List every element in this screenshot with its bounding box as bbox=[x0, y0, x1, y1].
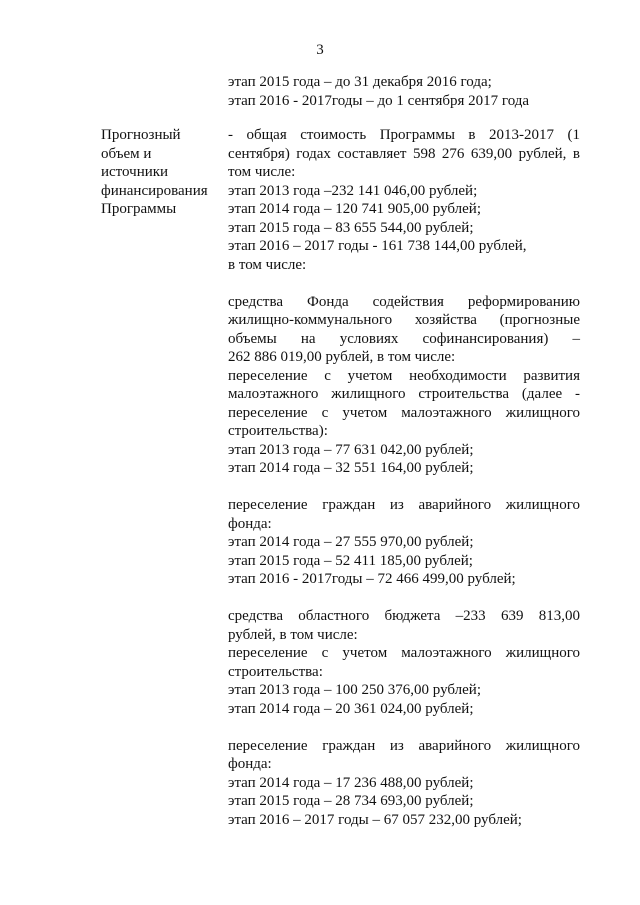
regional-emergency-block bbox=[228, 737, 580, 830]
text-line: малоэтажного жилищного строительства (далее - bbox=[228, 386, 580, 402]
text-line: этап 2015 года – 83 655 544,00 рублей; bbox=[228, 219, 474, 236]
text-line: этап 2014 года – 27 555 970,00 рублей; bbox=[228, 534, 474, 550]
label-line: Программы bbox=[101, 201, 177, 217]
text-line: этап 2015 года – 52 411 185,00 рублей; bbox=[228, 552, 473, 569]
text-line: переселение с учетом малоэтажного жилищного bbox=[228, 404, 580, 421]
label-line: объем и bbox=[101, 145, 152, 162]
text-line: том числе: bbox=[228, 164, 296, 180]
total-cost-block bbox=[228, 126, 580, 274]
text-line: этап 2014 года – 20 361 024,00 рублей; bbox=[228, 700, 474, 717]
text-line: объемы на условиях софинансирования) – bbox=[228, 330, 580, 347]
label-line: финансирования bbox=[101, 182, 208, 199]
text-line: рублей, в том числе: bbox=[228, 626, 358, 643]
text-line: этап 2016 - 2017годы – 72 466 499,00 рублей; bbox=[228, 571, 516, 587]
text-line: 262 886 019,00 рублей, в том числе: bbox=[228, 349, 456, 365]
text-line: этап 2013 года –232 141 046,00 рублей; bbox=[228, 182, 478, 199]
page-number: 3 bbox=[316, 42, 324, 58]
text-line: средства Фонда содействия реформированию bbox=[228, 293, 580, 310]
paragraph-gap bbox=[228, 274, 580, 293]
text-line: переселение с учетом необходимости развития bbox=[228, 367, 580, 384]
section-label bbox=[101, 126, 223, 219]
text-line: этап 2016 – 2017 годы - 161 738 144,00 рублей, bbox=[228, 238, 527, 254]
text-line: этап 2013 года – 77 631 042,00 рублей; bbox=[228, 441, 474, 458]
text-line: в том числе: bbox=[228, 256, 307, 273]
text-line: этап 2016 – 2017 годы – 67 057 232,00 рублей; bbox=[228, 811, 522, 828]
text-line: этап 2014 года – 32 551 164,00 рублей; bbox=[228, 460, 474, 476]
text-line: строительства: bbox=[228, 663, 323, 680]
text-line: этап 2015 года – 28 734 693,00 рублей; bbox=[228, 793, 474, 809]
text-line: переселение граждан из аварийного жилищного bbox=[228, 497, 580, 513]
text-line: переселение граждан из аварийного жилищного bbox=[228, 737, 580, 754]
text-line: переселение с учетом малоэтажного жилищного bbox=[228, 645, 580, 661]
text-line: этап 2013 года – 100 250 376,00 рублей; bbox=[228, 682, 482, 698]
text-line: - общая стоимость Программы в 2013-2017 (1 bbox=[228, 127, 580, 143]
text-line: средства областного бюджета –233 639 813,00 bbox=[228, 608, 580, 624]
text-line: этап 2015 года – до 31 декабря 2016 года; bbox=[228, 74, 492, 90]
paragraph-gap bbox=[228, 589, 580, 608]
financing-details bbox=[228, 126, 580, 829]
text-line: фонда: bbox=[228, 756, 272, 772]
text-line: этап 2016 - 2017годы – до 1 сентября 2017 года bbox=[228, 92, 530, 109]
paragraph-gap bbox=[228, 478, 580, 497]
text-line: жилищно-коммунального хозяйства (прогнозные bbox=[228, 312, 580, 328]
fund-block bbox=[228, 293, 580, 478]
text-line: строительства): bbox=[228, 423, 328, 439]
paragraph-gap bbox=[228, 718, 580, 737]
text-line: этап 2014 года – 17 236 488,00 рублей; bbox=[228, 774, 474, 791]
label-line: Прогнозный bbox=[101, 127, 181, 143]
text-line: фонда: bbox=[228, 515, 272, 532]
regional-budget-block bbox=[228, 607, 580, 718]
fund-emergency-block bbox=[228, 496, 580, 589]
label-line: источники bbox=[101, 164, 169, 180]
stage-deadlines bbox=[228, 73, 588, 110]
text-line: сентября) годах составляет 598 276 639,00 рублей, в bbox=[228, 145, 580, 162]
text-line: этап 2014 года – 120 741 905,00 рублей; bbox=[228, 201, 482, 217]
